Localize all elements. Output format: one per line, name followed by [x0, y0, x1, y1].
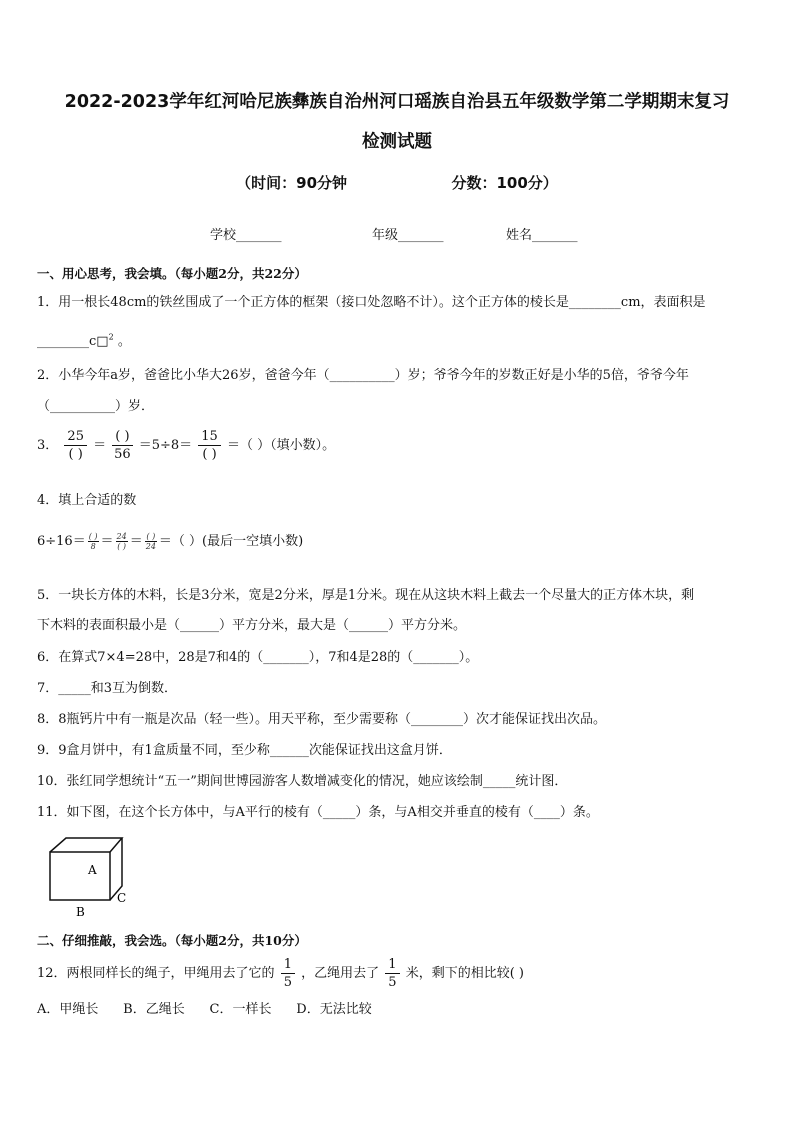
q4-suffix: ＝（ ）(最后一空填小数)	[158, 534, 304, 549]
cuboid-front-face	[50, 852, 110, 900]
q4-prefix: 6÷16＝	[37, 534, 86, 549]
label-c: C	[117, 891, 127, 905]
q3-prefix: 3．	[37, 438, 59, 453]
grade-field: 年级_______	[372, 228, 444, 243]
question-2-line2: （__________）岁．	[37, 399, 155, 414]
question-11: 11．如下图，在这个长方体中，与A平行的棱有（_____）条，与A相交并垂直的棱有（____）条。	[37, 805, 599, 820]
q3-suffix: ＝（ ）（填小数）。	[226, 438, 336, 453]
question-3	[37, 428, 335, 463]
question-12-options: A．甲绳长 B．乙绳长 C．一样长 D．无法比较	[37, 1002, 372, 1017]
question-8: 8．8瓶钙片中有一瓶是次品（轻一些）。用天平称，至少需要称（________）次才能保证找出次品。	[37, 712, 607, 727]
question-1-line1: 1．用一根长48cm的铁丝围成了一个正方体的框架（接口处忽略不计）。这个正方体的棱长是________cm，表面积是	[37, 295, 706, 310]
question-10: 10．张红同学想统计“五一”期间世博园游客人数增减变化的情况，她应该绘制_____统计图．	[37, 774, 568, 789]
section-2-heading: 二、仔细推敲，我会选。（每小题2分，共10分）	[37, 933, 307, 948]
q12-fraction-1: $\frac{1}{5}$	[281, 956, 295, 991]
question-2-line1: 2．小华今年a岁，爸爸比小华大26岁，爸爸今年（__________）岁；爷爷今年的岁数正好是小华的5倍，爷爷今年	[37, 368, 689, 383]
question-5-line2: 下木料的表面积最小是（______）平方分米，最大是（______）平方分米。	[37, 618, 467, 633]
q12-middle: ，乙绳用去了	[301, 966, 380, 981]
name-field: 姓名_______	[506, 228, 578, 243]
q1-answer-unit: ________c□	[37, 334, 109, 349]
question-6: 6．在算式7×4=28中，28是7和4的（_______），7和4是28的（_______）。	[37, 650, 479, 665]
q1-superscript: 2	[108, 332, 114, 342]
cuboid-figure	[40, 834, 140, 920]
q3-equals: ＝	[93, 438, 107, 453]
q4-fraction-3: $\frac{( )}{24}$	[145, 532, 156, 551]
page-title-line2: 检测试题	[362, 132, 432, 152]
label-b: B	[76, 905, 85, 919]
q3-fraction-2: $\frac{( )}{56}$	[114, 429, 131, 462]
q4-fraction-2: $\frac{24}{( )}$	[116, 532, 127, 551]
q12-suffix: 米，剩下的相比较( )	[405, 966, 524, 981]
q4-fraction-1: $\frac{( )}{8}$	[88, 532, 98, 551]
cuboid-top-face	[50, 838, 122, 852]
q3-fraction-1: $\frac{25}{( )}$	[64, 428, 87, 463]
question-9: 9．9盒月饼中，有1盒质量不同，至少称______次能保证找出这盒月饼．	[37, 743, 452, 758]
question-4-equation	[37, 530, 303, 551]
q3-middle: ＝5÷8＝	[138, 438, 193, 453]
q3-fraction-3: $\frac{15}{( )}$	[198, 428, 221, 463]
time-score: （时间：90分钟 分数：100分）	[236, 174, 558, 192]
page-title-line1: 2022-2023学年红河哈尼族彝族自治州河口瑶族自治县五年级数学第二学期期末复习	[64, 92, 730, 112]
q1-end: 。	[117, 334, 131, 349]
q12-prefix: 12．两根同样长的绳子，甲绳用去了它的	[37, 966, 275, 981]
section-1-heading: 一、用心思考，我会填。（每小题2分，共22分）	[37, 266, 307, 281]
question-12	[37, 956, 524, 991]
q12-fraction-2: $\frac{1}{5}$	[385, 956, 399, 991]
q4-equals-1: ＝	[100, 534, 114, 549]
question-7: 7．_____和3互为倒数．	[37, 681, 178, 696]
question-5-line1: 5．一块长方体的木料，长是3分米，宽是2分米，厚是1分米。现在从这块木料上截去一个尽量大的正方体木块，剩	[37, 588, 695, 603]
school-field: 学校_______	[210, 228, 282, 243]
question-4-title: 4．填上合适的数	[37, 493, 137, 508]
q4-equals-2: ＝	[129, 534, 143, 549]
label-a: A	[88, 863, 97, 877]
question-1-line2	[37, 330, 131, 349]
